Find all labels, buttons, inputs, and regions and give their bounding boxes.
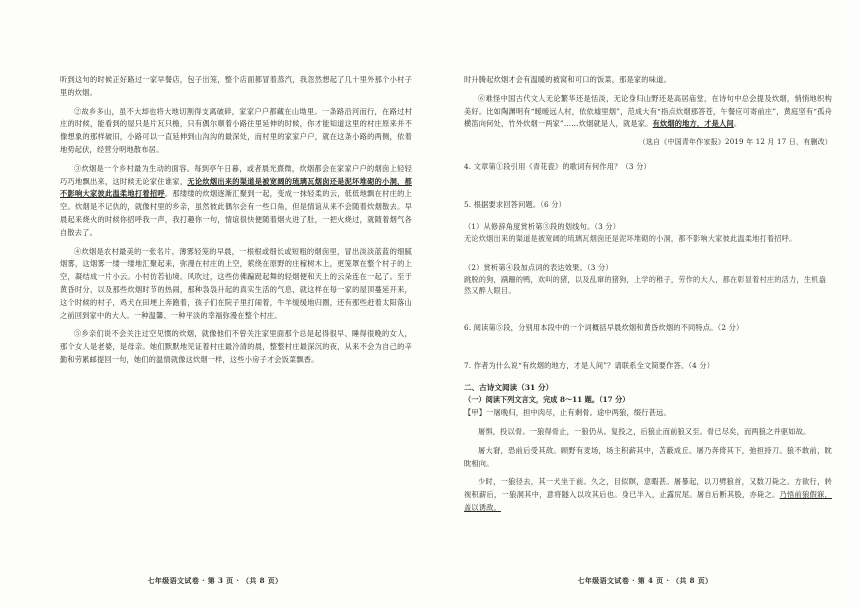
classical-underlined: 乃悟前狼假寐，盖以诱敌。 — [464, 490, 832, 512]
source-citation: （选自《中国青年作家报》2019 年 12 月 17 日，有删改） — [638, 138, 832, 147]
question-5-1: （1）从修辞角度赏析第③段的划线句。（3 分） — [464, 222, 621, 232]
question-7: 7. 作者为什么说“有炊烟的地方，才是人间”？请联系全文简要作答。（4 分） — [464, 361, 715, 371]
question-5-1-sentence: 无论炊烟出来的渠道是被宽阔的琉璃瓦烟囱还是泥坏堆砌的小洞，都不影响大家彼此温柔地打着招呼。 — [464, 234, 797, 244]
question-4: 4. 文章第①段引用《青花瓷》的歌词有何作用？（3 分） — [464, 162, 651, 172]
paragraph-3 — [60, 163, 412, 240]
question-5-2-sentence: 跳脱的狗，蹒跚的鸭，欢叫的猪，以及乱窜的猪狗，上学的稚子，劳作的大人，都在彰显着村庄的活力，生机盎然又醉人眼目。 — [464, 275, 826, 296]
classical-text-1: 【甲】一屠晚归，担中肉尽，止有剩骨。途中两狼，缀行甚远。 — [464, 408, 671, 418]
paragraph-1: 听到这句的时候正好路过一家早餐店，包子出笼，整个店面都冒着蒸汽，我忽然想起了几十里外那个小村子里的炊烟。 — [60, 75, 412, 97]
question-5-2: （2）赏析第④段加点词的表达效果。（3 分） — [464, 263, 613, 273]
page-footer-3: 七年级语文试卷 · 第 3 页 · （共 8 页） — [147, 576, 283, 585]
subsection-title: （一）阅读下列文言文，完成 8～11 题。（17 分） — [464, 395, 630, 405]
classical-text-3: 屠大窘，恐前后受其敌。顾野有麦场，场主积薪其中，苫蔽成丘。屠乃奔倚其下，弛担持刀。狼不敢前，眈眈相向。 — [464, 445, 832, 468]
paragraph-6 — [464, 93, 832, 131]
paragraph-5-cont: 时升腾起炊烟才会有温暖的被窝和可口的饭菜，那是家的味道。 — [464, 75, 671, 84]
classical-text-2: 屠惧，投以骨。一狼得骨止，一狼仍从。复投之，后狼止而前狼又至。骨已尽矣，而两狼之并驱如故。 — [478, 426, 811, 436]
paragraph-4-end: 一种温馨、一种平淡的幸福弥漫在整个村庄。 — [133, 310, 282, 320]
classical-text-4 — [464, 476, 832, 514]
paragraph-6-end: 。 — [733, 119, 742, 129]
paragraph-4 — [60, 246, 412, 323]
page-4 — [430, 0, 860, 608]
question-6: 6. 阅读第⑤段，分别用本段中的一个词概括早晨炊烟和黄昏炊烟的不同特点。（2 分） — [464, 323, 744, 333]
paragraph-3-text-a: ③炊烟是一个乡村最为生动的面容。每到亭午日暮，或者晨光熹微，炊烟都会在家家户户的烟囱上轻轻巧巧地飘出来，这时候无论家住谁家， — [60, 163, 412, 186]
underlined-sentence: 无论炊烟出来的渠道是被宽阔的琉璃瓦烟囱还是泥坏堆砌的小洞，都不影响大家彼此温柔地打着招呼 — [60, 176, 412, 199]
footer-left — [0, 568, 430, 608]
page-footer-4: 七年级语文试卷 · 第 4 页 · （共 8 页） — [577, 576, 713, 585]
footer-right — [430, 568, 860, 608]
paragraph-3-text-b: 。那缕缕的炊烟逐渐汇聚到一起，变成一抹轻柔的云，低低地飘在村庄的上空。炊烟是不记仇的，就像村里的乡亲，虽然彼此偶尔会有一些口角，但是情谊从来不会随着炊烟散去。早晨起来烧火的时候你招呼我一声，我打趣你一句，情谊很快便随着烟火进了肚，一把火烧过，就随着烟气各自散去了。 — [60, 189, 412, 237]
paragraph-6-text: ⑥难怪中国古代文人无论繁华还是恬淡，无论身归山野还是高居庙堂，在诗句中总会提及炊烟，悄悄地织构美好。比如陶渊明有“暧暧远人村，依依墟里烟”，范成大有“指点炊烟那答苍，午餐应可寄前庄”，黄庭坚有“孤舟横笛向何处，竹外炊烟一两家”……炊烟就是人，就是家。 — [464, 93, 832, 129]
classical-text-4-body: 少时，一狼径去，其一犬坐于前。久之，目似瞑，意暇甚。屠暴起，以刀劈狼首，又数刀毙之。方欲行，转视积薪后，一狼洞其中，意将隧入以攻其后也。身已半入，止露尻尾。屠自后断其股，亦毙之。 — [464, 477, 832, 500]
question-5: 5. 根据要求回答问题。（6 分） — [464, 200, 567, 210]
section-title: 二、古诗文阅读（31 分） — [464, 383, 554, 393]
underlined-conclusion: 有炊烟的地方，才是人间 — [652, 119, 734, 129]
paragraph-4-text: ④炊烟是农村最美的一张名片。薄雾轻笼的早晨，一根根或细长或短粗的烟囱里，冒出淡淡蓝蓝的细腻烟雾，这烟雾一缕一缕地汇聚起来，弥漫在村庄的上空，萦绕在原野的庄稼树木上，更笼罩在整个村子的上空，凝结成一片小云。小村仿若仙境。风吹过，这些仿佛蹁跹起舞的轻烟便和天上的云朵连在一起了。至于黄昏时分，以及那些炊烟时节的热闹，那种袅袅升起的真实生活的气息，就这样在每一家的屋顶蔓延开来，这个时候的村子，鸡犬在田埂上奔跑着，孩子们在院子里打闹着，牛羊缓缓地归圈，还有那些赶着太阳落山之前回到家中的大人。 — [60, 246, 412, 320]
paragraph-2: ②故乡多山，虽不大却也将大地切割得支离破碎，家家户户都藏在山坳里。一条路沿河而行，在路过村庄的时候，能看到的屋只是片瓦只檐，只有偶尔顺着小路往里延伸的时候，你才能知道这里的村庄原来并不像想象的那样破旧，小路可以一直延伸到山沟沟的最深处，而村里的家家户户，就在这条小路的两侧，依着地势起伏，经营分明地散布居。 — [60, 106, 412, 154]
paragraph-5: ⑤乡亲们说不会关注过空见惯的炊烟，就像他们不曾关注家里面那个总是起得很早、睡得很晚的女人，那个女人是老婆，是母亲。她们默默地见证着村庄最冷清的晨，整整村庄最深沉的夜，从来不会为自己的辛勤和劳累邮提回一句，她们的温情就像这炊烟一样，这些小房子才会饭菜飘香。 — [60, 329, 412, 364]
